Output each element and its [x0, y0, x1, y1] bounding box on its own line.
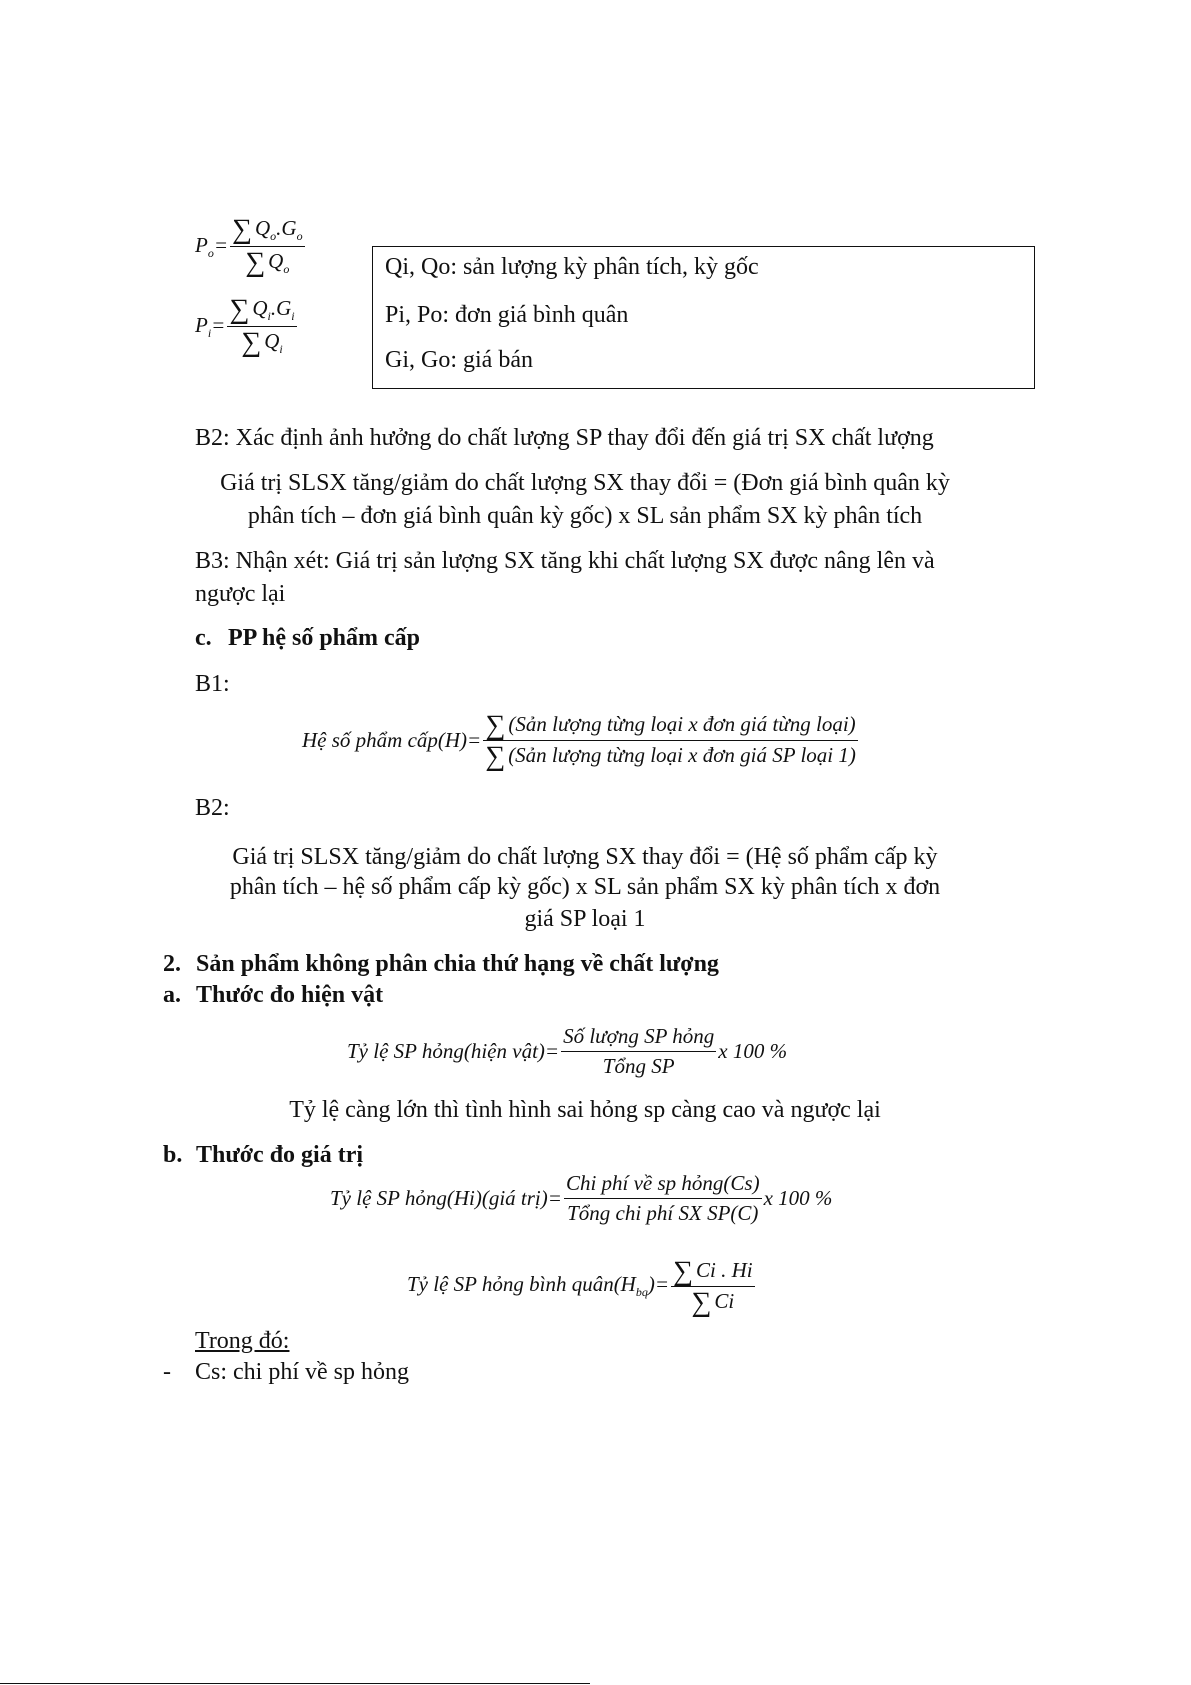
heading-b-number: b.: [163, 1142, 183, 1168]
heading-b: Thước đo giá trị: [196, 1142, 364, 1168]
footer-divider: [0, 1683, 590, 1684]
heading-c: PP hệ số phẩm cấp: [228, 625, 421, 651]
paragraph: Giá trị SLSX tăng/giảm do chất lượng SX thay đổi = (Đơn giá bình quân kỳ: [220, 470, 950, 496]
heading-a: Thước đo hiện vật: [196, 982, 384, 1008]
step-b1: B1:: [195, 671, 230, 697]
heading-a-number: a.: [163, 982, 181, 1008]
legend-line: Qi, Qo: sản lượng kỳ phân tích, kỳ gốc: [385, 254, 759, 280]
heading-2-number: 2.: [163, 951, 181, 977]
heading-c-number: c.: [195, 625, 212, 651]
paragraph: giá SP loại 1: [524, 906, 646, 932]
bullet-dash: -: [163, 1359, 171, 1385]
trong-do-label: Trong đó:: [195, 1328, 290, 1354]
paragraph: Giá trị SLSX tăng/giảm do chất lượng SX thay đổi = (Hệ số phẩm cấp kỳ: [232, 844, 938, 870]
step-b3: B3: Nhận xét: Giá trị sản lượng SX tăng khi chất lượng SX được nâng lên và: [195, 548, 935, 574]
step-b3-cont: ngược lại: [195, 581, 286, 607]
list-item: Cs: chi phí về sp hỏng: [195, 1359, 409, 1385]
formula-ty-le-binh-quan: Tỷ lệ SP hỏng bình $quân(H_{bq})=$ $\frac{\sum Ci . Hi}{\sum Ci}$: [407, 1256, 753, 1318]
paragraph: phân tích – đơn giá bình quân kỳ gốc) x SL sản phẩm SX kỳ phân tích: [247, 503, 923, 529]
legend-line: Gi, Go: giá bán: [385, 347, 533, 373]
formula-ty-le-hien-vat: Tỷ lệ SP hỏng(hiện vật)= $\frac{\text{Số lượng SP hỏng}}{\text{Tổng SP}}$ x 100 %: [347, 1024, 788, 1078]
formula-he-so-pham-cap: Hệ số phẩm cấp(H)= $\frac{\text{∑ (Sản lượng từng loại x đơn giá từng loại)}}{\text{∑ (Sản lượng từng loại x đơn giá SP loại 1)}}$: [302, 710, 856, 772]
legend-line: Pi, Po: đơn giá bình quân: [385, 302, 629, 328]
step-b2: B2: Xác định ảnh hưởng do chất lượng SP thay đổi đến giá trị SX chất lượng: [195, 425, 934, 451]
formula-ty-le-gia-tri: Tỷ lệ SP hỏng(Hi)(giá trị)= $\frac{\text{Chi phí về sp hỏng(Cs)}}{\text{Tổng chi phí SX SP(C)}}$ x 100 %: [330, 1171, 833, 1225]
paragraph: phân tích – hệ số phẩm cấp kỳ gốc) x SL sản phẩm SX kỳ phân tích x đơn: [229, 874, 941, 900]
step-b2-second: B2:: [195, 795, 230, 821]
formula-po: $P_o=$ $\frac{\sum Q_o.G_o}{\sum Q_o}$: [195, 214, 303, 279]
paragraph: Tỷ lệ càng lớn thì tình hình sai hỏng sp càng cao và ngược lại: [289, 1097, 881, 1123]
formula-pi: $P_i=$ $\frac{\sum Q_i.G_i}{\sum Q_i}$: [195, 294, 295, 359]
heading-2: Sản phẩm không phân chia thứ hạng về chất lượng: [196, 951, 719, 977]
